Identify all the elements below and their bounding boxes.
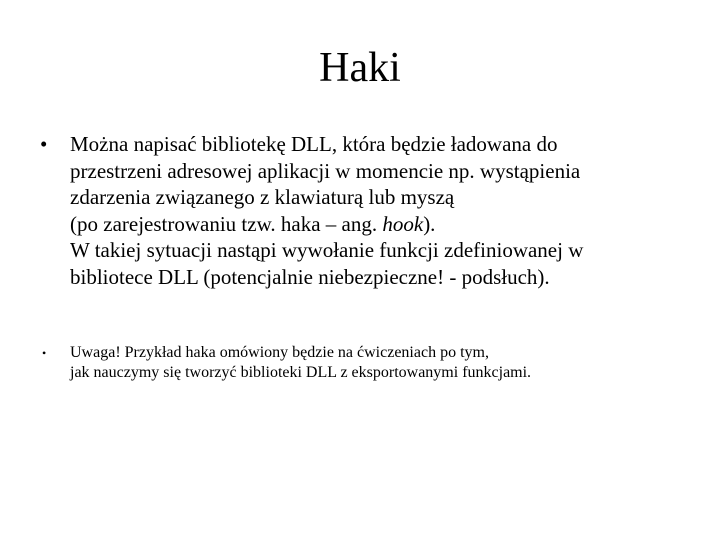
bullet-marker: • <box>40 132 48 156</box>
bullet-text <box>70 131 680 290</box>
bullet-line: bibliotece DLL (potencjalnie niebezpieczne! - podsłuch). <box>70 264 550 289</box>
bullet-line: jak nauczymy się tworzyć biblioteki DLL z eksportowanymi funkcjami. <box>70 364 532 381</box>
bullet-item <box>40 131 680 290</box>
slide-title: Haki <box>319 45 401 91</box>
hook-term: hook <box>382 211 424 236</box>
bullet-line: Uwaga! Przykład haka omówiony będzie na ćwiczeniach po tym, <box>70 344 489 361</box>
bullet-item <box>40 343 680 383</box>
hook-line-prefix: (po zarejestrowaniu tzw. haka – ang. <box>70 211 383 236</box>
bullet-line: przestrzeni adresowej aplikacji w momencie np. wystąpienia <box>70 158 581 183</box>
bullet-line: zdarzenia związanego z klawiaturą lub myszą <box>70 185 455 209</box>
bullet-line: Można napisać bibliotekę DLL, która będzie ładowana do <box>70 132 558 156</box>
bullet-line-hook <box>70 211 680 238</box>
hook-line-suffix: ). <box>423 211 436 236</box>
bullet-marker: • <box>42 346 47 360</box>
bullet-line: W takiej sytuacji nastąpi wywołanie funkcji zdefiniowanej w <box>70 238 584 262</box>
bullet-text <box>70 343 680 383</box>
